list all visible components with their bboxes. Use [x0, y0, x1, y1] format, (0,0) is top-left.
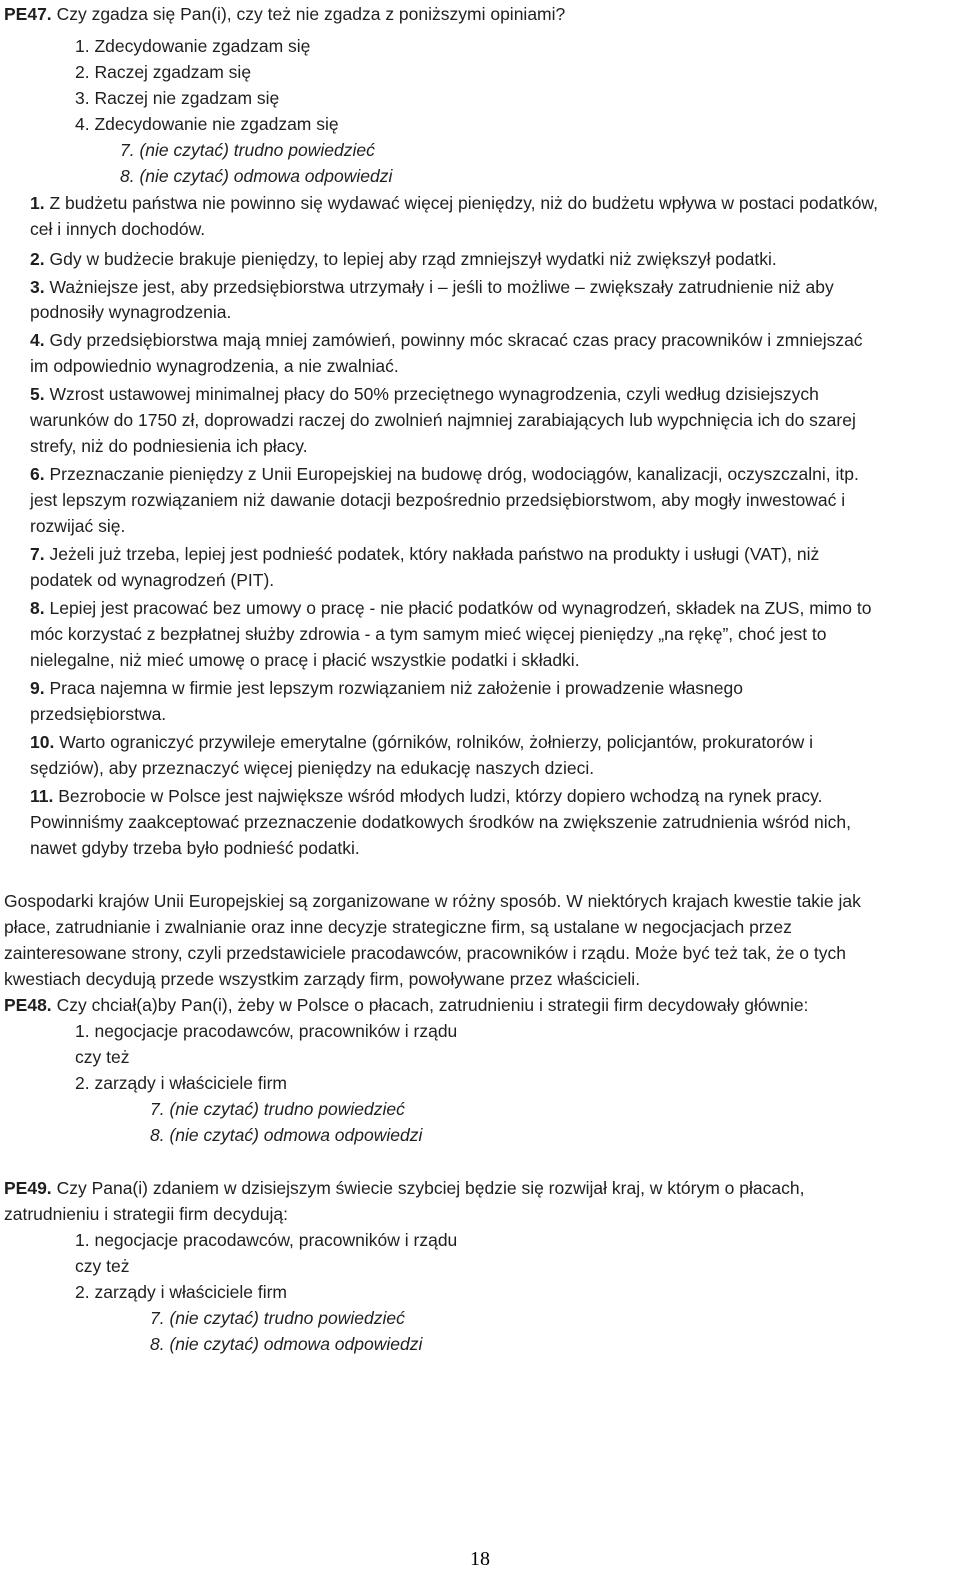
pe47-option-1: 1. Zdecydowanie zgadzam się — [75, 36, 311, 56]
statement-number: 2. — [30, 249, 45, 269]
statement-text: Gdy przedsiębiorstwa mają mniej zamówień, powinny móc skracać czas pracy pracowników i zmniejszać — [49, 330, 863, 350]
statement-1-line-1 — [30, 191, 878, 215]
statement-3-line-1 — [30, 275, 834, 299]
pe48-code: PE48. — [4, 995, 52, 1015]
statement-8-line-3: nielegalne, niż mieć umowę o pracę i płacić wszystkie podatki i składki. — [30, 650, 580, 670]
statement-9-line-1 — [30, 676, 743, 700]
statement-5-line-1 — [30, 382, 819, 406]
statement-number: 6. — [30, 464, 45, 484]
pe48-option-8: 8. (nie czytać) odmowa odpowiedzi — [150, 1125, 423, 1145]
statement-text: Jeżeli już trzeba, lepiej jest podnieść podatek, który nakłada państwo na produkty i usługi (VAT), niż — [49, 544, 820, 564]
statement-text: Bezrobocie w Polsce jest największe wśród młodych ludzi, którzy dopiero wchodzą na rynek pracy. — [58, 786, 823, 806]
pe49-question: Czy Pana(i) zdaniem w dzisiejszym świecie szybciej będzie się rozwijał kraj, w którym o płacach, — [56, 1178, 805, 1198]
statement-3-line-2: podnosiły wynagrodzenia. — [30, 302, 232, 322]
pe49-question-line-2: zatrudnieniu i strategii firm decydują: — [4, 1204, 289, 1224]
statement-8-line-2: móc korzystać z bezpłatnej służby zdrowia - a tym samym mieć więcej pieniędzy „na rękę”, choć jest to — [30, 624, 827, 644]
statement-text: Przeznaczanie pieniędzy z Unii Europejskiej na budowę dróg, wodociągów, kanalizacji, oczyszczalni, itp. — [49, 464, 859, 484]
pe49-code: PE49. — [4, 1178, 52, 1198]
page-number: 18 — [470, 1548, 490, 1570]
statement-number: 1. — [30, 193, 45, 213]
pe49-question-line-1 — [4, 1176, 804, 1200]
statement-number: 7. — [30, 544, 45, 564]
statement-11-line-2: Powinniśmy zaakceptować przeznaczenie dodatkowych środków na zwiększenie zatrudnienia wśród nich, — [30, 812, 851, 832]
intro-line-1: Gospodarki krajów Unii Europejskiej są zorganizowane w różny sposób. W niektórych krajach kwestie takie jak — [4, 891, 861, 911]
statement-text: Gdy w budżecie brakuje pieniędzy, to lepiej aby rząd zmniejszył wydatki niż zwiększył podatki. — [49, 249, 777, 269]
statement-4-line-1 — [30, 328, 863, 352]
pe47-option-2: 2. Raczej zgadzam się — [75, 62, 252, 82]
statement-text: Wzrost ustawowej minimalnej płacy do 50% przeciętnego wynagrodzenia, czyli według dzisiejszych — [49, 384, 819, 404]
intro-line-4: kwestiach decydują przede wszystkim zarządy firm, powoływane przez właścicieli. — [4, 969, 641, 989]
statement-number: 9. — [30, 678, 45, 698]
intro-line-2: płace, zatrudnianie i zwalnianie oraz inne decyzje strategiczne firm, są ustalane w negocjacjach przez — [4, 917, 792, 937]
statement-6-line-3: rozwijać się. — [30, 516, 126, 536]
pe49-option-1: 1. negocjacje pracodawców, pracowników i rządu — [75, 1230, 458, 1250]
pe47-option-7: 7. (nie czytać) trudno powiedzieć — [120, 140, 375, 160]
statement-10-line-2: sędziów), aby przeznaczyć więcej pieniędzy na edukację naszych dzieci. — [30, 758, 595, 778]
statement-8-line-1 — [30, 596, 871, 620]
pe47-option-3: 3. Raczej nie zgadzam się — [75, 88, 280, 108]
statement-11-line-1 — [30, 784, 822, 808]
pe49-connector: czy też — [75, 1256, 130, 1276]
statement-number: 5. — [30, 384, 45, 404]
pe48-option-2: 2. zarządy i właściciele firm — [75, 1073, 287, 1093]
statement-7-line-2: podatek od wynagrodzeń (PIT). — [30, 570, 275, 590]
pe49-option-2: 2. zarządy i właściciele firm — [75, 1282, 287, 1302]
statement-text: Z budżetu państwa nie powinno się wydawać więcej pieniędzy, niż do budżetu wpływa w postaci podatków, — [49, 193, 878, 213]
statement-text: Lepiej jest pracować bez umowy o pracę - nie płacić podatków od wynagrodzeń, składek na ZUS, mimo to — [49, 598, 872, 618]
pe48-option-7: 7. (nie czytać) trudno powiedzieć — [150, 1099, 405, 1119]
statement-number: 10. — [30, 732, 55, 752]
pe47-option-8: 8. (nie czytać) odmowa odpowiedzi — [120, 166, 393, 186]
statement-6-line-1 — [30, 462, 859, 486]
pe48-question-line — [4, 993, 808, 1017]
statement-4-line-2: im odpowiednio wynagrodzenia, a nie zwalniać. — [30, 356, 399, 376]
pe49-option-8: 8. (nie czytać) odmowa odpowiedzi — [150, 1334, 423, 1354]
statement-9-line-2: przedsiębiorstwa. — [30, 704, 167, 724]
statement-2-line-1 — [30, 247, 777, 271]
statement-number: 8. — [30, 598, 45, 618]
statement-7-line-1 — [30, 542, 819, 566]
pe47-question: Czy zgadza się Pan(i), czy też nie zgadza z poniższymi opiniami? — [56, 4, 566, 24]
statement-1-line-2: ceł i innych dochodów. — [30, 219, 206, 239]
statement-text: Praca najemna w firmie jest lepszym rozwiązaniem niż założenie i prowadzenie własnego — [49, 678, 743, 698]
intro-line-3: zainteresowane strony, czyli przedstawiciele pracodawców, pracowników i rządu. Może być też tak, że o tych — [4, 943, 846, 963]
statement-5-line-2: warunków do 1750 zł, doprowadzi raczej do zwolnień najmniej zarabiających lub wypchnięcia ich do szarej — [30, 410, 856, 430]
statement-10-line-1 — [30, 730, 813, 754]
pe48-connector: czy też — [75, 1047, 130, 1067]
statement-text: Warto ograniczyć przywileje emerytalne (górników, rolników, żołnierzy, policjantów, prokuratorów i — [59, 732, 813, 752]
statement-number: 3. — [30, 277, 45, 297]
pe48-question: Czy chciał(a)by Pan(i), żeby w Polsce o płacach, zatrudnieniu i strategii firm decydowały głównie: — [56, 995, 809, 1015]
statement-6-line-2: jest lepszym rozwiązaniem niż dawanie dotacji bezpośrednio przedsiębiorstwom, aby mogły inwestować i — [30, 490, 846, 510]
pe47-code: PE47. — [4, 4, 52, 24]
statement-11-line-3: nawet gdyby trzeba było podnieść podatki. — [30, 838, 360, 858]
pe47-question-line — [4, 2, 565, 26]
pe47-option-4: 4. Zdecydowanie nie zgadzam się — [75, 114, 339, 134]
statement-text: Ważniejsze jest, aby przedsiębiorstwa utrzymały i – jeśli to możliwe – zwiększały zatrudnienie niż aby — [49, 277, 834, 297]
statement-number: 4. — [30, 330, 45, 350]
statement-number: 11. — [30, 786, 54, 806]
pe49-option-7: 7. (nie czytać) trudno powiedzieć — [150, 1308, 405, 1328]
statement-5-line-3: strefy, niż do podniesienia ich płacy. — [30, 436, 308, 456]
pe48-option-1: 1. negocjacje pracodawców, pracowników i rządu — [75, 1021, 458, 1041]
